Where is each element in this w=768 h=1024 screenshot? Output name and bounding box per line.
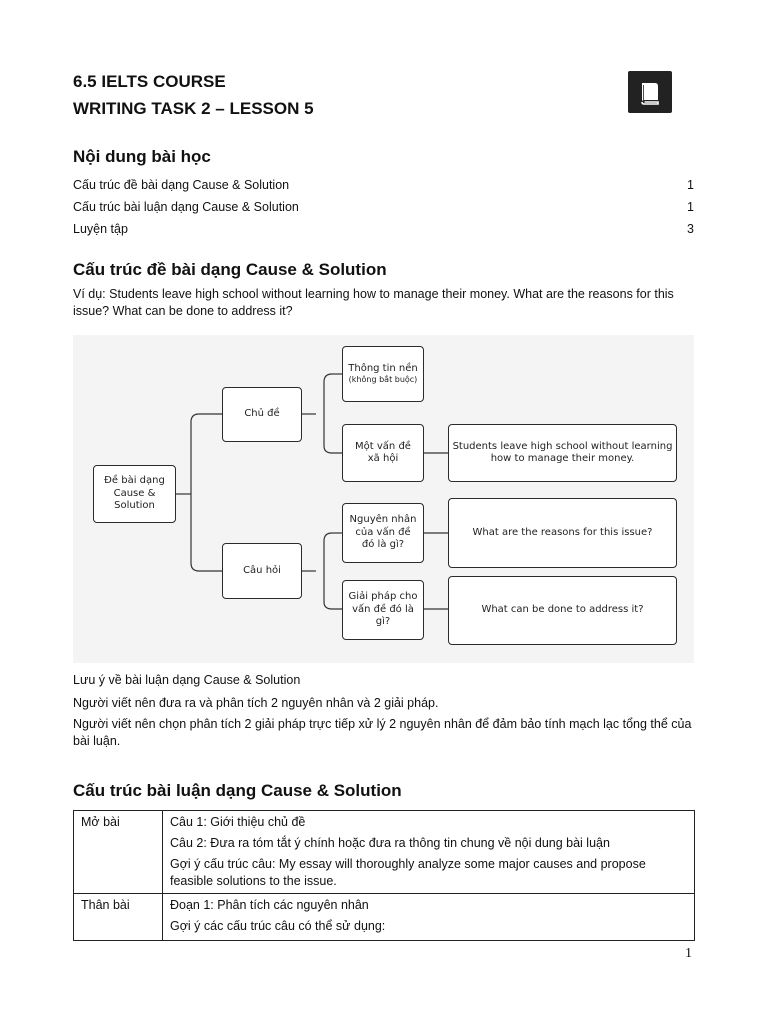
node-text: Đề bài dạng [104,475,165,487]
node-text: how to manage their money. [490,453,635,464]
toc-item-label: Luyện tập [73,222,128,236]
notes-title: Lưu ý về bài luận dạng Cause & Solution [73,673,301,687]
node-text: Cause & [113,487,156,499]
table-line: Câu 2: Đưa ra tóm tắt ý chính hoặc đưa ra thông tin chung về nội dung bài luận [170,836,610,850]
notes-line: Người viết nên chọn phân tích 2 giải pháp trực tiếp xử lý 2 nguyên nhân để đảm bảo tính mạch lạc tổng thể của bài luận. [73,717,692,748]
essay-structure-table [73,810,695,941]
diagram-desc-issue [448,424,677,482]
node-text: Câu hỏi [243,564,281,576]
node-subtext: (không bắt buộc) [348,375,418,385]
diagram-node-solutions [342,580,424,640]
node-text: Một vấn đề [355,440,411,452]
toc-item-label: Cấu trúc bài luận dạng Cause & Solution [73,200,299,214]
section-heading-essay-structure: Cấu trúc bài luận dạng Cause & Solution [73,781,402,800]
node-text: của vấn đề [355,526,411,538]
node-text: Thông tin nền [348,362,418,374]
node-text: Chủ đề [244,408,280,420]
diagram-node-root [93,465,176,523]
toc-item-page: 1 [687,178,694,192]
node-text: xã hội [367,453,399,464]
table-line: Câu 1: Giới thiệu chủ đề [170,815,306,829]
toc-heading: Nội dung bài học [73,147,211,166]
node-text: vấn đề đó là [352,603,414,615]
node-text: Nguyên nhân [349,514,417,526]
node-text: Giải pháp cho [348,591,418,603]
example-text: Ví dụ: Students leave high school without learning how to manage their money. What are the reasons for this issue? What can be done to address it? [73,287,674,318]
node-text: What are the reasons for this issue? [472,526,653,538]
diagram-desc-solutions [448,576,677,645]
page-number: 1 [685,946,692,961]
diagram-node-causes [342,503,424,563]
toc-item-label: Cấu trúc đề bài dạng Cause & Solution [73,178,290,192]
node-text: gì? [375,616,391,628]
diagram-node-background [342,346,424,402]
toc-item-page: 1 [687,200,694,214]
diagram-node-social-issue [342,424,424,482]
table-cell-part: Mở bài [74,811,163,894]
table-line: Đoạn 1: Phân tích các nguyên nhân [170,898,369,912]
table-line: Gợi ý cấu trúc câu: My essay will thoroughly analyze some major causes and propose feasible solutions to the issue. [170,857,646,888]
node-text: What can be done to address it? [481,604,644,616]
table-cell-content [163,894,695,941]
toc-item-page: 3 [687,222,694,236]
notes-line: Người viết nên đưa ra và phân tích 2 nguyên nhân và 2 giải pháp. [73,696,439,710]
node-text: đó là gì? [361,539,405,551]
diagram-node-question [222,543,302,599]
table-cell-content [163,811,695,894]
table-line: Gợi ý các cấu trúc câu có thể sử dụng: [170,919,386,933]
node-text: Students leave high school without learning [452,440,673,452]
section-heading-question-structure: Cấu trúc đề bài dạng Cause & Solution [73,260,387,279]
table-row [74,811,695,894]
node-text: Solution [114,500,155,512]
table-row [74,894,695,941]
course-title: 6.5 IELTS COURSE [73,72,226,91]
table-cell-part: Thân bài [74,894,163,941]
diagram-node-topic [222,387,302,442]
lesson-title: WRITING TASK 2 – LESSON 5 [73,99,314,118]
diagram-desc-causes [448,498,677,568]
